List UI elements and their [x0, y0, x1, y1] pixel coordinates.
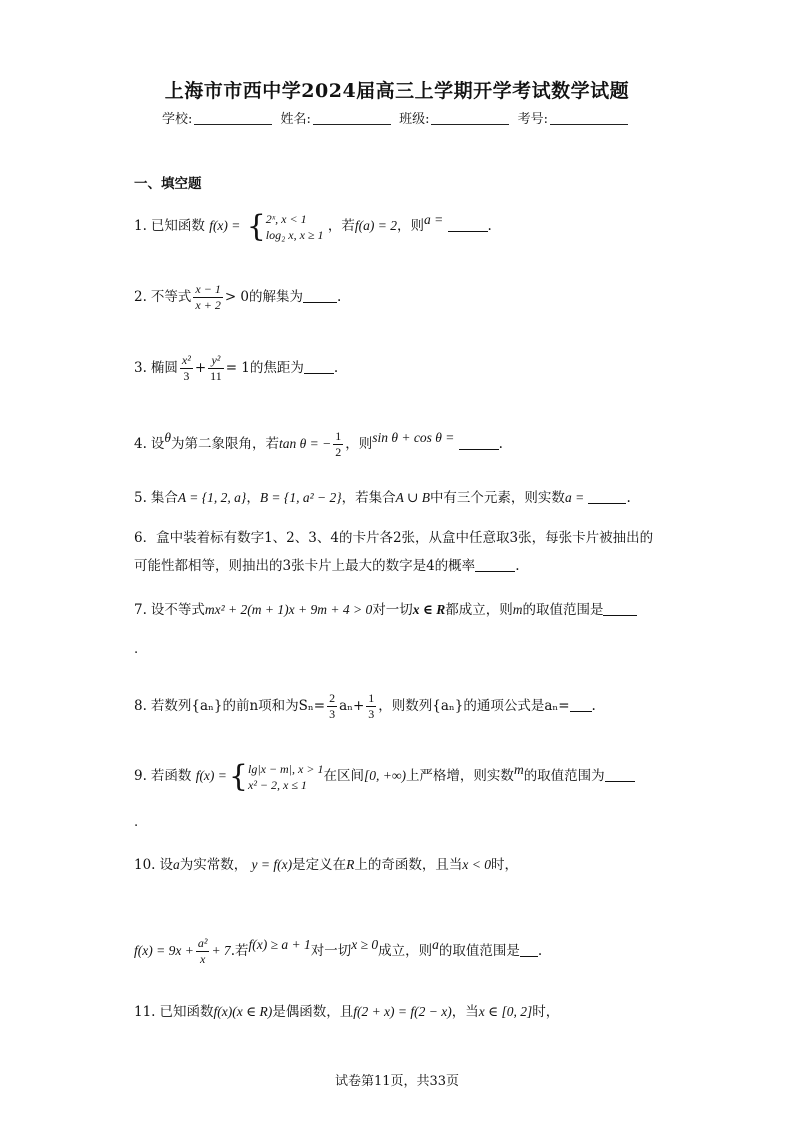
q1-ask: a =: [423, 212, 444, 227]
q8-number: 8.: [134, 698, 147, 714]
q8-fraction-2: [366, 691, 376, 722]
name-label: 姓名:: [280, 112, 311, 127]
q7-number: 7.: [134, 602, 147, 618]
q11-mid2: ，当: [451, 1004, 479, 1020]
q10-ineq: f(x) ≥ a + 1: [248, 937, 311, 952]
q5-set-a: A = {1, 2, a}: [177, 490, 247, 505]
q9-mid: 在区间: [323, 768, 364, 784]
q6-end: .: [515, 558, 520, 574]
q10-frac-den: x: [199, 952, 206, 966]
q4-text: 设: [150, 436, 165, 452]
q11-cond: x ∈ [0, 2]: [478, 1004, 533, 1019]
q3-f1-num: x²: [181, 353, 191, 367]
q1-case2: log₂ x, x ≥ 1: [265, 227, 324, 242]
q4-answer-blank[interactable]: [459, 437, 499, 450]
q1-number: 1.: [134, 218, 147, 234]
q7-dot: .: [134, 642, 139, 657]
q2-end: .: [337, 289, 342, 305]
q5-mid: ，若集合: [341, 490, 396, 506]
q6-line2: 可能性都相等，则抽出的3张卡片上最大的数字是4的概率: [134, 558, 476, 574]
school-blank[interactable]: [194, 111, 272, 125]
q4-mid: 为第二象限角，若: [171, 436, 280, 452]
q8-answer-blank[interactable]: [570, 699, 592, 712]
q2-fraction: [193, 282, 222, 313]
q2-answer-blank[interactable]: [303, 290, 337, 303]
q2-post: > 0的解集为: [224, 289, 304, 305]
q8-fraction-1: [327, 691, 337, 722]
q3-f2-num: y²: [208, 353, 224, 369]
q5-end: .: [626, 490, 631, 506]
q4-end: .: [498, 436, 503, 452]
q10-yfx: y = f(x): [251, 857, 293, 872]
q10-mid2-b: 对一切: [310, 943, 352, 959]
q11-eq: f(2 + x) = f(2 − x): [353, 1004, 452, 1019]
question-8: [134, 691, 674, 722]
q9-case1: lg|x − m|, x > 1: [248, 761, 324, 776]
question-1: [134, 210, 674, 243]
class-blank[interactable]: [431, 111, 509, 125]
q3-end: .: [333, 360, 339, 376]
q1-cond: f(a) = 2: [354, 218, 397, 233]
q10-frac-num: a²: [197, 936, 208, 950]
question-11: [134, 1002, 674, 1022]
q5-set-b: B = {1, a² − 2}: [259, 490, 342, 505]
q5-sep: ，: [246, 490, 260, 506]
q11-mid: 是偶函数，且: [272, 1004, 354, 1020]
q5-post: 中有三个元素，则实数: [429, 490, 565, 506]
q9-case2: x² − 2, x ≤ 1: [248, 777, 307, 792]
q2-number: 2.: [134, 289, 147, 305]
q5-text: 集合: [150, 490, 178, 506]
q9-answer-blank[interactable]: [605, 769, 635, 782]
class-label: 班级:: [399, 112, 430, 127]
q10-f-tail: + 7: [211, 943, 231, 958]
q10-mid2: 是定义在: [292, 857, 347, 873]
question-5: [134, 488, 674, 508]
q3-text: 椭圆: [150, 360, 178, 376]
q8-text: 若数列{aₙ}的前n项和为Sₙ=: [150, 698, 326, 714]
q10-post-b: 的取值范围是: [438, 943, 520, 959]
q7-var: m: [512, 602, 523, 617]
q6-answer-blank[interactable]: [475, 559, 515, 572]
exam-no-blank[interactable]: [550, 111, 628, 125]
q3-post: = 1的焦距为: [225, 360, 304, 376]
q4-frac-num: 1: [335, 429, 342, 443]
q8-mid: aₙ+: [339, 698, 365, 714]
q7-text: 设不等式: [150, 602, 205, 618]
q10-mid-b: .若: [230, 943, 249, 959]
q10-a: a: [172, 857, 180, 872]
q4-fraction: [333, 429, 343, 460]
q2-frac-num: x − 1: [195, 282, 221, 296]
q9-dot: .: [134, 815, 139, 830]
q10-a2: a: [432, 937, 439, 952]
q10-f-expr: f(x) = 9x +: [134, 943, 194, 958]
q9-var: m: [513, 762, 524, 777]
q9-fx: f(x) =: [195, 768, 227, 783]
q8-f1-den: 3: [329, 707, 336, 721]
q1-mid: ，若: [327, 218, 355, 234]
question-3: [134, 353, 674, 384]
q9-piecewise: { lg|x − m|, x > 1 x² − 2, x ≤ 1: [228, 758, 324, 794]
q11-end: 时，: [532, 1004, 560, 1020]
q3-number: 3.: [134, 360, 147, 376]
q3-f2-den: 11: [210, 369, 222, 383]
q5-ask: a =: [564, 490, 585, 505]
student-info-line: [0, 108, 794, 127]
q7-mid2: 都成立，则: [445, 602, 513, 618]
exam-no-label: 考号:: [517, 112, 548, 127]
q10-answer-blank[interactable]: [520, 944, 538, 957]
question-6: [134, 528, 674, 576]
q11-text: 已知函数: [159, 1004, 214, 1020]
q7-mid: 对一切: [372, 602, 413, 618]
q11-number: 11.: [134, 1004, 156, 1020]
q8-post: ，则数列{aₙ}的通项公式是aₙ=: [378, 698, 570, 714]
q1-piecewise: { 2ˣ, x < 1 log₂ x, x ≥ 1: [246, 208, 324, 244]
q4-mid2: ，则: [345, 436, 373, 452]
q8-f1-num: 2: [329, 691, 336, 705]
q10-line1-end: 时，: [490, 857, 518, 873]
q3-fraction-2: [208, 353, 224, 384]
q3-answer-blank[interactable]: [304, 361, 334, 374]
school-label: 学校:: [162, 112, 193, 127]
question-10-line2: [134, 935, 674, 967]
q1-fx: f(x) =: [209, 218, 241, 233]
q2-frac-den: x + 2: [195, 298, 221, 312]
q4-tan: tan θ = −: [279, 436, 332, 451]
question-9: [134, 760, 674, 793]
q10-mid: 为实常数，: [179, 857, 248, 873]
page-footer: 试卷第11页，共33页: [334, 1074, 460, 1089]
q8-f2-den: 3: [368, 707, 375, 721]
q1-answer-blank[interactable]: [448, 219, 488, 232]
q11-fx: f(x)(x ∈ R): [213, 1004, 273, 1019]
q2-text: 不等式: [150, 289, 192, 305]
q4-frac-den: 2: [335, 445, 342, 459]
q9-text: 若函数: [150, 768, 192, 784]
q7-answer-blank[interactable]: [603, 603, 637, 616]
q1-end: .: [487, 218, 492, 234]
q10-pre: 设: [159, 857, 173, 873]
q10-mid3: 成立，则: [378, 943, 433, 959]
q9-number: 9.: [134, 768, 147, 784]
q10-number: 10.: [134, 857, 156, 873]
question-4: [134, 428, 674, 460]
q1-case1: 2ˣ, x < 1: [265, 211, 307, 226]
q9-mid2: 上严格增，则实数: [405, 768, 514, 784]
q8-f2-num: 1: [368, 691, 375, 705]
q9-post: 的取值范围为: [523, 768, 605, 784]
q10-cond2: x ≥ 0: [351, 937, 379, 952]
q10-fraction: [196, 936, 210, 967]
question-7: [134, 600, 674, 620]
q3-f1-den: 3: [183, 369, 190, 383]
q6-line1: 6．盒中装着标有数字1、2、3、4的卡片各2张，从盒中任意取3张，每张卡片被抽出的: [134, 530, 654, 546]
q7-post: 的取值范围是: [522, 602, 604, 618]
question-10-line1: [134, 855, 674, 875]
q4-theta: θ: [164, 430, 172, 445]
q7-cond: x ∈ R: [412, 602, 446, 617]
q1-text: 已知函数: [150, 218, 205, 234]
question-2: [134, 282, 674, 313]
q10-end: .: [537, 943, 543, 959]
q10-post: 上的奇函数，且当: [354, 857, 463, 873]
q4-number: 4.: [134, 436, 147, 452]
q5-answer-blank[interactable]: [588, 491, 626, 504]
q7-expr: mx² + 2(m + 1)x + 9m + 4 > 0: [204, 602, 373, 617]
q3-fraction-1: [180, 353, 193, 384]
q5-number: 5.: [134, 490, 147, 506]
q9-interval: [0, +∞): [363, 768, 406, 783]
name-blank[interactable]: [313, 111, 391, 125]
q8-end: .: [591, 698, 596, 714]
q1-mid2: ，则: [396, 218, 424, 234]
page-title: 上海市市西中学2024届高三上学期开学考试数学试题: [164, 80, 630, 102]
section-title: 一、填空题: [134, 176, 202, 192]
q4-expr: sin θ + cos θ =: [372, 430, 455, 445]
q3-plus: +: [194, 360, 207, 376]
q10-R: R: [346, 857, 355, 872]
q5-union: A ∪ B: [395, 490, 430, 505]
q10-cond: x < 0: [462, 857, 491, 872]
